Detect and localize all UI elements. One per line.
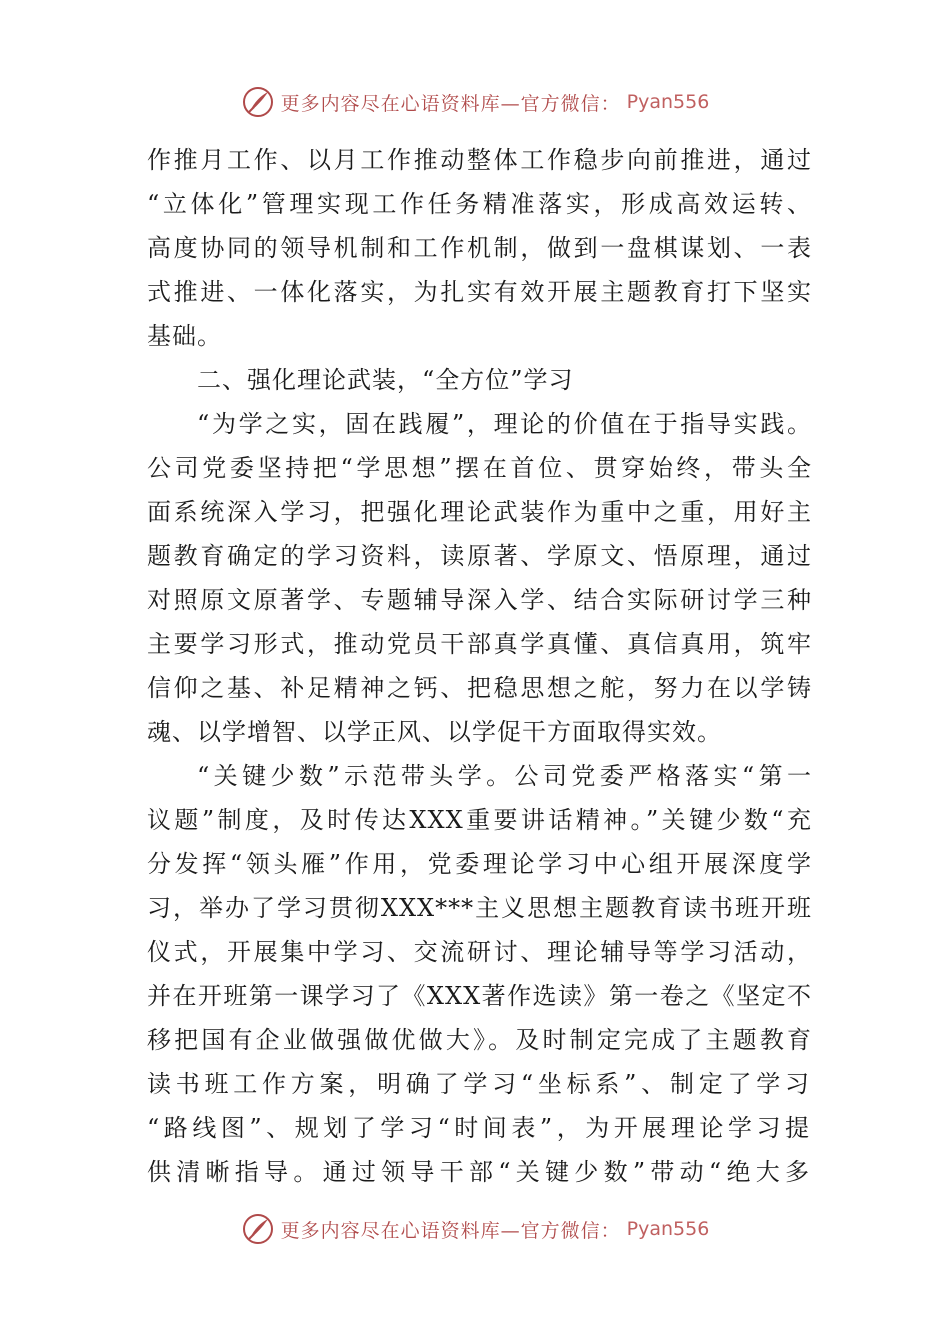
text-line: 主要学习形式，推动党员干部真学真懂、真信真用，筑牢 (147, 630, 812, 658)
text-line: 对照原文原著学、专题辅导深入学、结合实际研讨学三种 (147, 586, 812, 614)
text-line: 作推月工作、以月工作推动整体工作稳步向前推进，通过 (147, 146, 812, 174)
document-body (147, 138, 812, 1194)
text-line: 并在开班第一课学习了《XXX著作选读》第一卷之《坚定不 (147, 982, 812, 1010)
text-line: “路线图”、规划了学习“时间表”，为开展理论学习提 (147, 1114, 812, 1142)
text-line: 式推进、一体化落实，为扎实有效开展主题教育打下坚实 (147, 278, 812, 306)
text-line: 移把国有企业做强做优做大》。及时制定完成了主题教育 (147, 1026, 812, 1054)
text-line: 供清晰指导。通过领导干部“关键少数”带动“绝大多 (147, 1158, 812, 1186)
text-line: 读书班工作方案，明确了学习“坐标系”、制定了学习 (147, 1070, 812, 1098)
text-line: “立体化”管理实现工作任务精准落实，形成高效运转、 (147, 190, 812, 218)
text-line: 面系统深入学习，把强化理论武装作为重中之重，用好主 (147, 498, 812, 526)
header-wechat-id: Pyan556 (626, 91, 710, 113)
text-line: 公司党委坚持把“学思想”摆在首位、贯穿始终，带头全 (147, 454, 812, 482)
footer-wechat-id: Pyan556 (626, 1218, 710, 1240)
text-line: 信仰之基、补足精神之钙、把稳思想之舵，努力在以学铸 (147, 674, 812, 702)
text-line: 基础。 (147, 322, 222, 350)
text-line: 仪式，开展集中学习、交流研讨、理论辅导等学习活动， (147, 938, 812, 966)
quill-logo-icon (241, 1212, 275, 1246)
footer-banner (0, 1207, 950, 1251)
text-line: “为学之实，固在践履”，理论的价值在于指导实践。 (197, 410, 812, 438)
text-line: 题教育确定的学习资料，读原著、学原文、悟原理，通过 (147, 542, 812, 570)
text-line: 魂、以学增智、以学正风、以学促干方面取得实效。 (147, 718, 722, 746)
quill-logo-icon (241, 85, 275, 119)
header-banner (0, 80, 950, 124)
header-text: 更多内容尽在心语资料库—官方微信： (280, 92, 621, 115)
text-line: “关键少数”示范带头学。公司党委严格落实“第一 (197, 762, 812, 790)
text-line: 高度协同的领导机制和工作机制，做到一盘棋谋划、一表 (147, 234, 812, 262)
section-heading: 二、强化理论武装，“全方位”学习 (197, 366, 574, 394)
text-line: 议题”制度，及时传达XXX重要讲话精神。”关键少数“充 (147, 806, 812, 834)
text-line: 习，举办了学习贯彻XXX***主义思想主题教育读书班开班 (147, 894, 812, 922)
text-line: 分发挥“领头雁”作用，党委理论学习中心组开展深度学 (147, 850, 812, 878)
footer-text: 更多内容尽在心语资料库—官方微信： (280, 1219, 621, 1242)
